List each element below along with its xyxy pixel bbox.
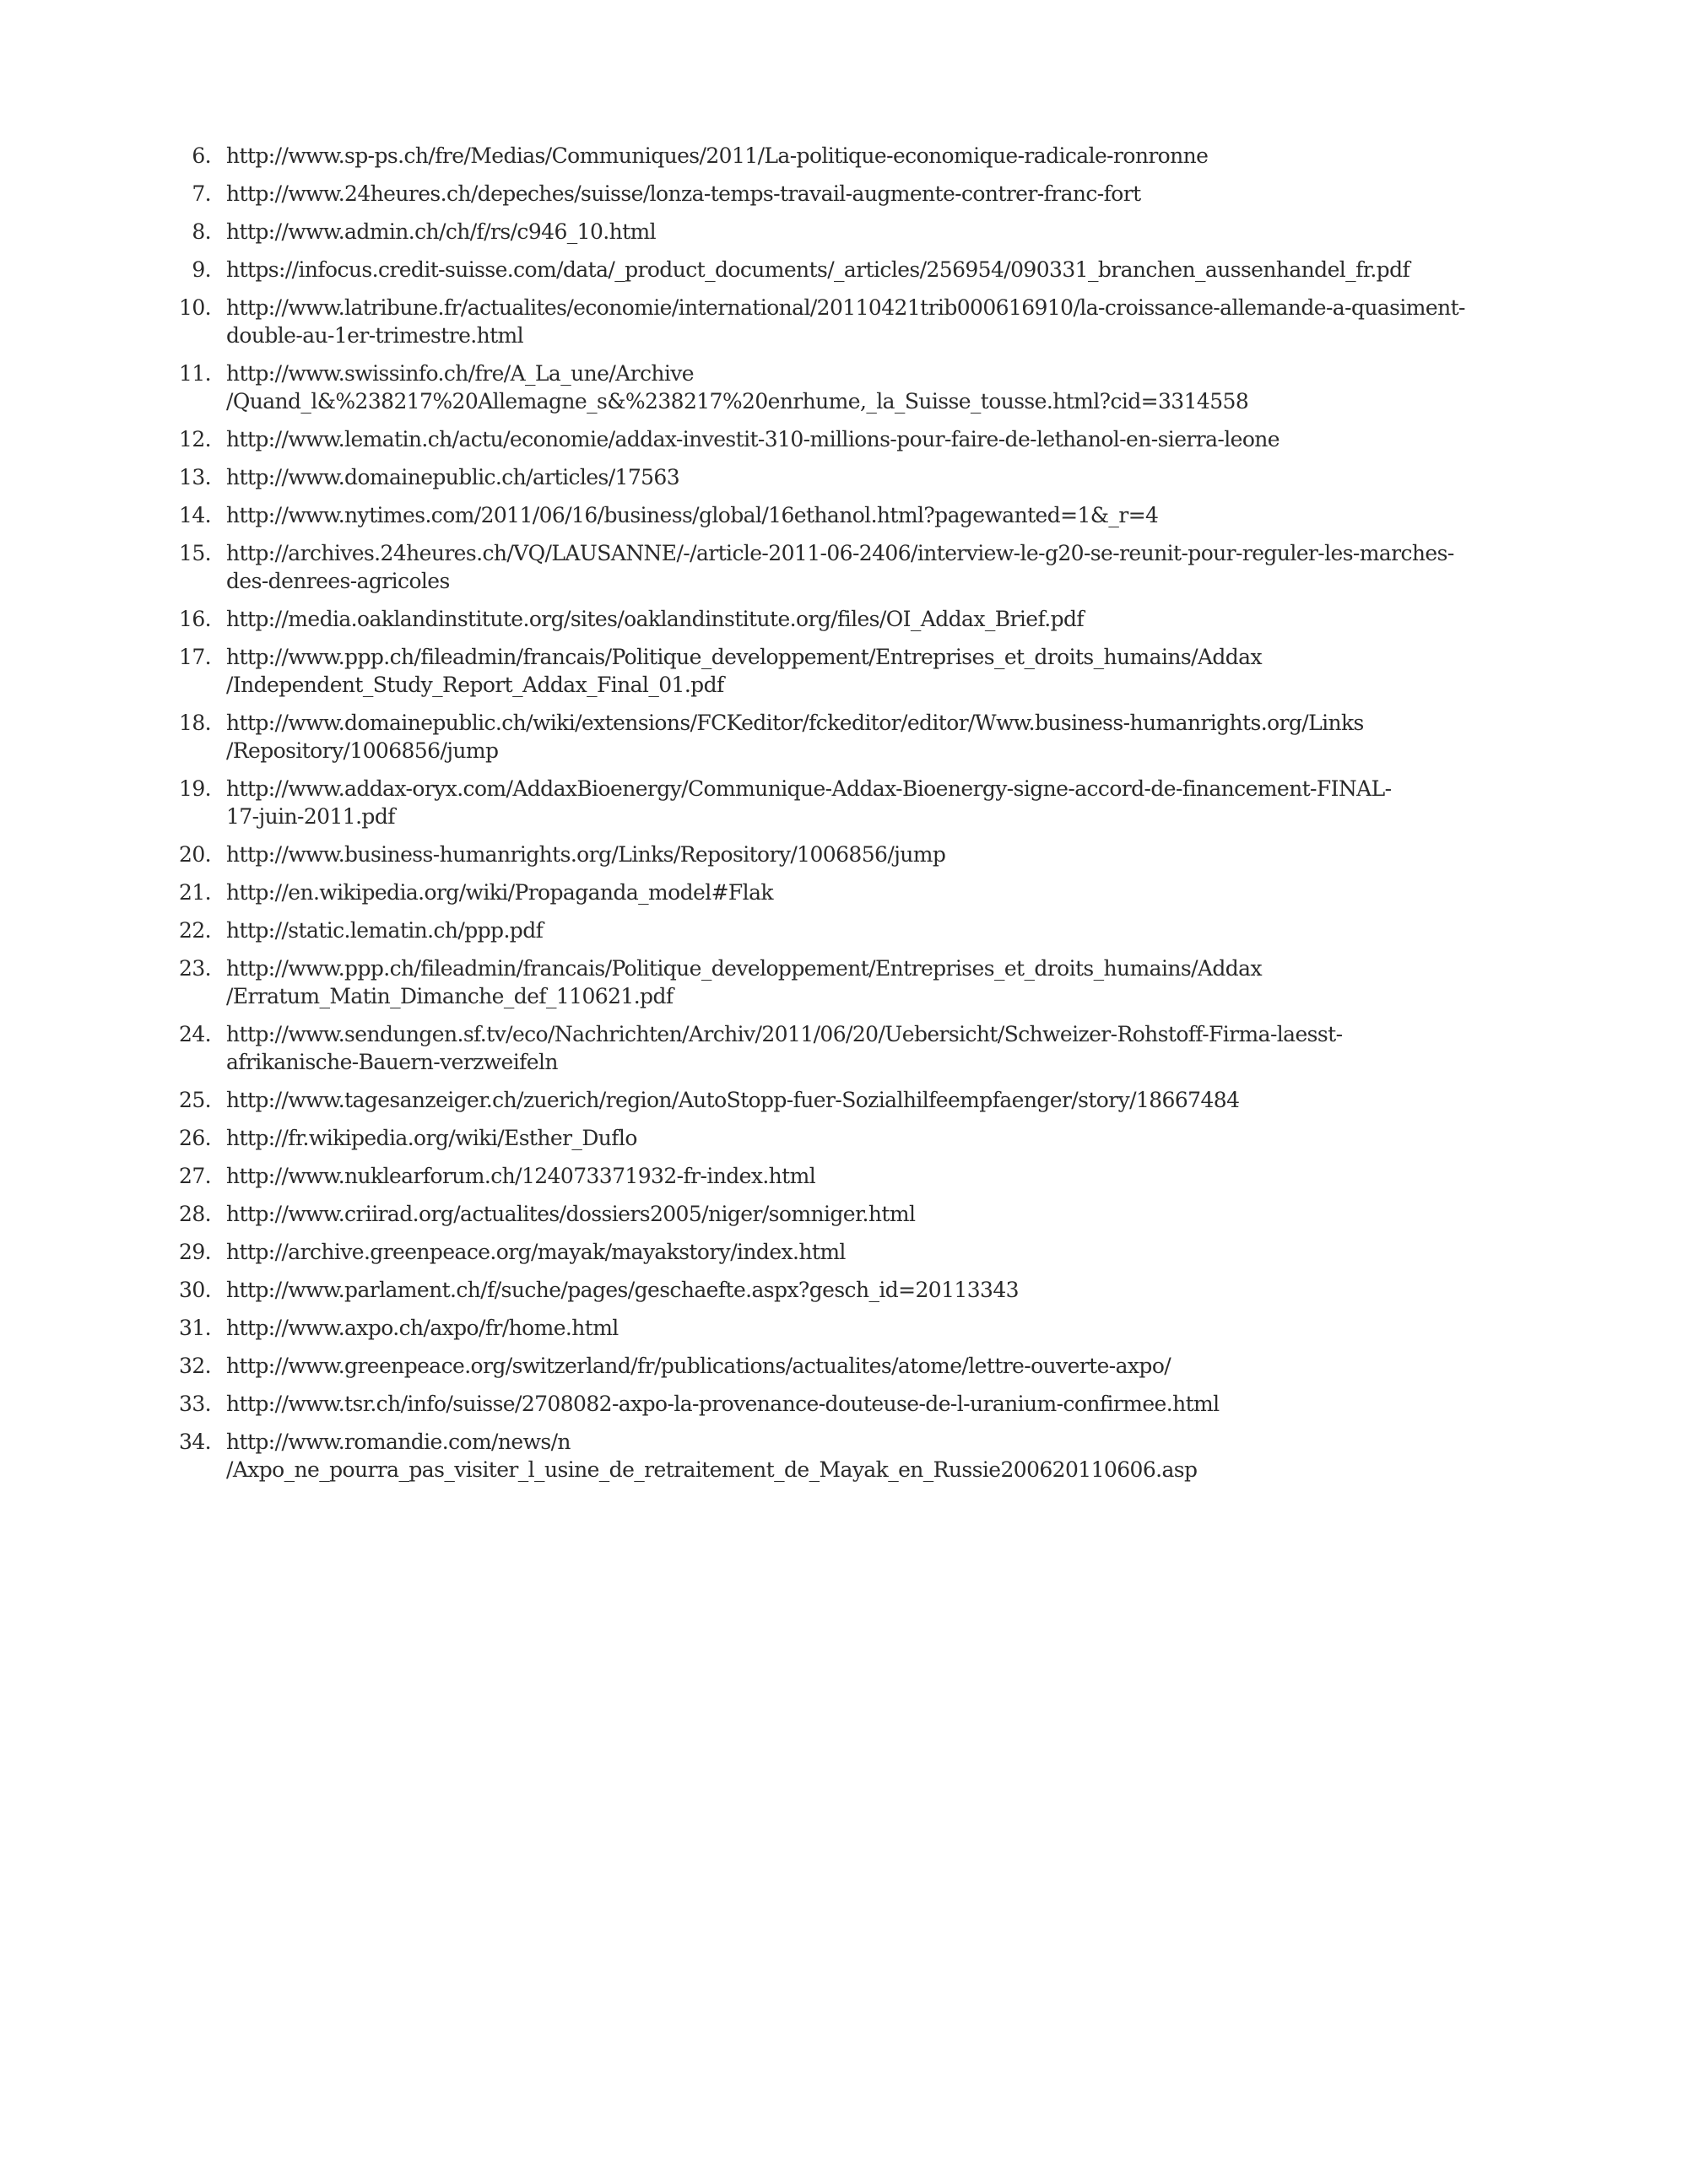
reference-number: 20. bbox=[179, 842, 211, 867]
reference-url-line[interactable]: des-denrees-agricoles bbox=[226, 569, 450, 593]
reference-url-line[interactable]: http://www.sendungen.sf.tv/eco/Nachrichten/Archiv/2011/06/20/Uebersicht/Schweizer-Rohstoff-Firma-laesst- bbox=[226, 1022, 1343, 1046]
reference-item bbox=[169, 256, 1536, 284]
reference-url-line[interactable]: http://www.admin.ch/ch/f/rs/c946_10.html bbox=[226, 219, 657, 244]
reference-number: 10. bbox=[179, 295, 211, 320]
reference-item bbox=[169, 142, 1536, 170]
reference-item bbox=[169, 1428, 1536, 1484]
reference-item bbox=[169, 359, 1536, 415]
reference-url-line[interactable]: https://infocus.credit-suisse.com/data/_product_documents/_articles/256954/090331_branchen_aussenhandel_fr.pdf bbox=[226, 257, 1410, 282]
reference-number: 26. bbox=[179, 1126, 211, 1150]
reference-number: 19. bbox=[179, 776, 211, 801]
reference-item bbox=[169, 539, 1536, 595]
reference-url-line[interactable]: http://www.24heures.ch/depeches/suisse/lonza-temps-travail-augmente-contrer-franc-fort bbox=[226, 181, 1141, 206]
reference-item bbox=[169, 294, 1536, 349]
reference-item bbox=[169, 180, 1536, 208]
reference-number: 32. bbox=[179, 1354, 211, 1378]
reference-url-line[interactable]: http://www.latribune.fr/actualites/economie/international/20110421trib000616910/la-croissance-allemande-a-quasiment- bbox=[226, 295, 1465, 320]
reference-number: 29. bbox=[179, 1240, 211, 1264]
reference-number: 16. bbox=[179, 607, 211, 631]
reference-url-line[interactable]: http://static.lematin.ch/ppp.pdf bbox=[226, 918, 544, 943]
reference-url-line[interactable]: http://www.tagesanzeiger.ch/zuerich/region/AutoStopp-fuer-Sozialhilfeempfaenger/story/18667484 bbox=[226, 1088, 1240, 1112]
reference-url-line[interactable]: http://www.domainepublic.ch/wiki/extensions/FCKeditor/fckeditor/editor/Www.business-humanrights.org/Links bbox=[226, 711, 1364, 735]
reference-url-line[interactable]: /Independent_Study_Report_Addax_Final_01.pdf bbox=[226, 673, 724, 697]
reference-number: 18. bbox=[179, 711, 211, 735]
reference-url-line[interactable]: http://www.tsr.ch/info/suisse/2708082-axpo-la-provenance-douteuse-de-l-uranium-confirmee.html bbox=[226, 1392, 1220, 1416]
reference-url-line[interactable]: http://fr.wikipedia.org/wiki/Esther_Duflo bbox=[226, 1126, 637, 1150]
reference-url-line[interactable]: http://www.romandie.com/news/n bbox=[226, 1430, 571, 1454]
reference-number: 34. bbox=[179, 1430, 211, 1454]
reference-url-line[interactable]: afrikanische-Bauern-verzweifeln bbox=[226, 1050, 558, 1074]
reference-url-line[interactable]: http://www.domainepublic.ch/articles/17563 bbox=[226, 465, 680, 489]
reference-item bbox=[169, 1352, 1536, 1380]
reference-item bbox=[169, 501, 1536, 529]
reference-item bbox=[169, 1276, 1536, 1304]
reference-item bbox=[169, 425, 1536, 453]
reference-number: 11. bbox=[179, 361, 211, 386]
reference-item bbox=[169, 916, 1536, 944]
reference-number: 33. bbox=[179, 1392, 211, 1416]
reference-number: 21. bbox=[179, 880, 211, 905]
reference-url-line[interactable]: http://media.oaklandinstitute.org/sites/oaklandinstitute.org/files/OI_Addax_Brief.pdf bbox=[226, 607, 1085, 631]
reference-item bbox=[169, 1200, 1536, 1228]
reference-item bbox=[169, 1390, 1536, 1418]
reference-url-line[interactable]: http://www.criirad.org/actualites/dossiers2005/niger/somniger.html bbox=[226, 1202, 916, 1226]
reference-url-line[interactable]: /Erratum_Matin_Dimanche_def_110621.pdf bbox=[226, 984, 674, 1008]
reference-item bbox=[169, 775, 1536, 830]
reference-number: 12. bbox=[179, 427, 211, 451]
reference-url-line[interactable]: http://www.greenpeace.org/switzerland/fr/publications/actualites/atome/lettre-ouverte-axpo/ bbox=[226, 1354, 1171, 1378]
reference-item bbox=[169, 709, 1536, 765]
reference-url-line[interactable]: /Axpo_ne_pourra_pas_visiter_l_usine_de_retraitement_de_Mayak_en_Russie200620110606.asp bbox=[226, 1457, 1198, 1482]
reference-number: 17. bbox=[179, 645, 211, 669]
reference-item bbox=[169, 1162, 1536, 1190]
reference-item bbox=[169, 954, 1536, 1010]
reference-url-line[interactable]: 17-juin-2011.pdf bbox=[226, 804, 395, 829]
reference-number: 14. bbox=[179, 503, 211, 527]
reference-item bbox=[169, 878, 1536, 906]
reference-item bbox=[169, 463, 1536, 491]
reference-list bbox=[169, 142, 1536, 1494]
reference-item bbox=[169, 1314, 1536, 1342]
reference-number: 9. bbox=[192, 257, 211, 282]
reference-url-line[interactable]: http://www.nuklearforum.ch/124073371932-fr-index.html bbox=[226, 1164, 816, 1188]
reference-number: 6. bbox=[192, 143, 211, 168]
reference-url-line[interactable]: http://www.nytimes.com/2011/06/16/business/global/16ethanol.html?pagewanted=1&_r=4 bbox=[226, 503, 1159, 527]
reference-url-line[interactable]: http://archives.24heures.ch/VQ/LAUSANNE/-/article-2011-06-2406/interview-le-g20-se-reunit-pour-reguler-les-marches- bbox=[226, 541, 1454, 565]
reference-number: 28. bbox=[179, 1202, 211, 1226]
reference-url-line[interactable]: http://www.sp-ps.ch/fre/Medias/Communiques/2011/La-politique-economique-radicale-ronronne bbox=[226, 143, 1209, 168]
reference-url-line[interactable]: http://www.ppp.ch/fileadmin/francais/Politique_developpement/Entreprises_et_droits_humains/Addax bbox=[226, 645, 1262, 669]
reference-number: 24. bbox=[179, 1022, 211, 1046]
reference-item bbox=[169, 605, 1536, 633]
reference-url-line[interactable]: http://www.ppp.ch/fileadmin/francais/Politique_developpement/Entreprises_et_droits_humains/Addax bbox=[226, 956, 1262, 981]
reference-url-line[interactable]: http://www.business-humanrights.org/Links/Repository/1006856/jump bbox=[226, 842, 946, 867]
reference-url-line[interactable]: http://www.parlament.ch/f/suche/pages/geschaefte.aspx?gesch_id=20113343 bbox=[226, 1278, 1019, 1302]
reference-url-line[interactable]: http://www.lematin.ch/actu/economie/addax-investit-310-millions-pour-faire-de-lethanol-en-sierra-leone bbox=[226, 427, 1280, 451]
reference-url-line[interactable]: double-au-1er-trimestre.html bbox=[226, 323, 524, 348]
reference-item bbox=[169, 1086, 1536, 1114]
reference-number: 22. bbox=[179, 918, 211, 943]
reference-number: 27. bbox=[179, 1164, 211, 1188]
reference-number: 15. bbox=[179, 541, 211, 565]
reference-number: 8. bbox=[192, 219, 211, 244]
reference-url-line[interactable]: http://en.wikipedia.org/wiki/Propaganda_model#Flak bbox=[226, 880, 773, 905]
reference-item bbox=[169, 1124, 1536, 1152]
reference-number: 25. bbox=[179, 1088, 211, 1112]
reference-url-line[interactable]: http://www.axpo.ch/axpo/fr/home.html bbox=[226, 1316, 619, 1340]
reference-item bbox=[169, 643, 1536, 699]
reference-url-line[interactable]: http://archive.greenpeace.org/mayak/mayakstory/index.html bbox=[226, 1240, 846, 1264]
reference-item bbox=[169, 841, 1536, 868]
reference-item bbox=[169, 1238, 1536, 1266]
reference-number: 23. bbox=[179, 956, 211, 981]
reference-url-line[interactable]: /Repository/1006856/jump bbox=[226, 738, 499, 763]
reference-item bbox=[169, 218, 1536, 246]
reference-number: 30. bbox=[179, 1278, 211, 1302]
reference-number: 13. bbox=[179, 465, 211, 489]
reference-url-line[interactable]: http://www.addax-oryx.com/AddaxBioenergy/Communique-Addax-Bioenergy-signe-accord-de-financement-FINAL- bbox=[226, 776, 1392, 801]
reference-item bbox=[169, 1020, 1536, 1076]
reference-number: 7. bbox=[192, 181, 211, 206]
reference-url-line[interactable]: http://www.swissinfo.ch/fre/A_La_une/Archive bbox=[226, 361, 694, 386]
reference-url-line[interactable]: /Quand_l&%238217%20Allemagne_s&%238217%20enrhume,_la_Suisse_tousse.html?cid=3314558 bbox=[226, 389, 1249, 414]
reference-number: 31. bbox=[179, 1316, 211, 1340]
